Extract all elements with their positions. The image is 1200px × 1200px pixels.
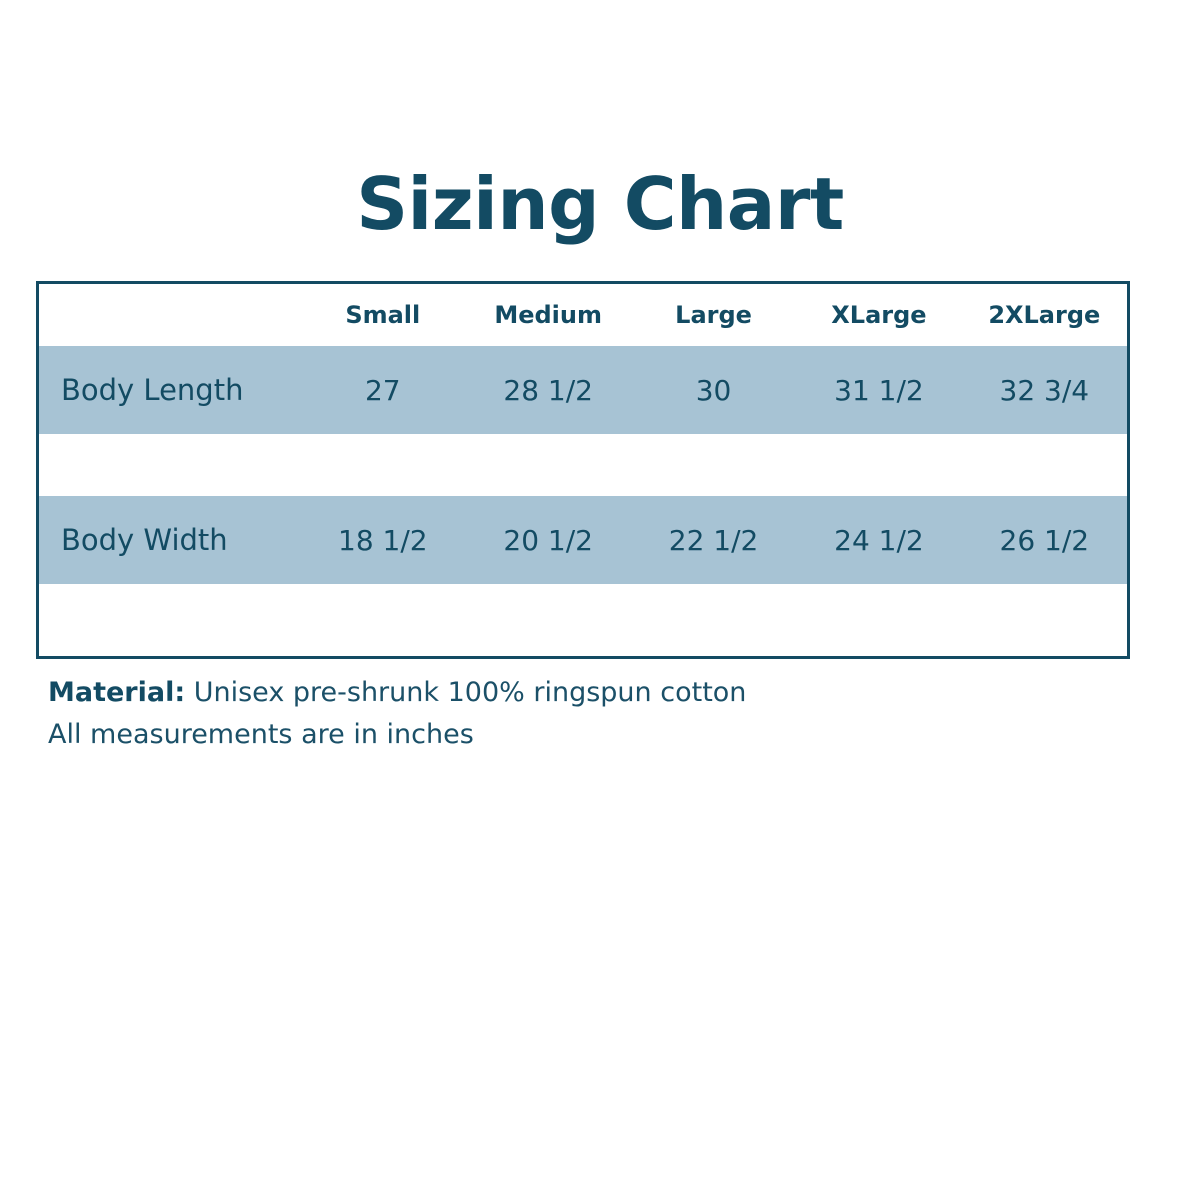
spacer-cell xyxy=(465,434,630,496)
table-spacer-row xyxy=(39,584,1127,654)
column-header-2xlarge: 2XLarge xyxy=(962,284,1127,346)
table-spacer-row xyxy=(39,434,1127,496)
spacer-cell xyxy=(796,434,961,496)
row-label-body-width: Body Width xyxy=(39,496,300,584)
notes-block xyxy=(48,672,1048,756)
material-note xyxy=(48,672,1048,714)
cell-body-width-2xlarge: 26 1/2 xyxy=(962,496,1127,584)
cell-body-length-xlarge: 31 1/2 xyxy=(796,346,961,434)
spacer-cell xyxy=(39,434,300,496)
spacer-cell xyxy=(300,584,465,654)
cell-body-length-small: 27 xyxy=(300,346,465,434)
spacer-cell xyxy=(465,584,630,654)
sizing-table-container xyxy=(36,281,1130,659)
material-label: Material: xyxy=(48,677,186,708)
spacer-cell xyxy=(962,584,1127,654)
spacer-cell xyxy=(796,584,961,654)
cell-body-width-medium: 20 1/2 xyxy=(465,496,630,584)
cell-body-length-2xlarge: 32 3/4 xyxy=(962,346,1127,434)
cell-body-width-small: 18 1/2 xyxy=(300,496,465,584)
page-title: Sizing Chart xyxy=(356,162,844,246)
material-value: Unisex pre-shrunk 100% ringspun cotton xyxy=(185,677,747,708)
sizing-table xyxy=(39,284,1127,654)
cell-body-length-medium: 28 1/2 xyxy=(465,346,630,434)
spacer-cell xyxy=(631,584,796,654)
table-header-row xyxy=(39,284,1127,346)
spacer-cell xyxy=(300,434,465,496)
column-header-small: Small xyxy=(300,284,465,346)
cell-body-width-xlarge: 24 1/2 xyxy=(796,496,961,584)
column-header-measurement xyxy=(39,284,300,346)
table-row xyxy=(39,346,1127,434)
units-note: All measurements are in inches xyxy=(48,718,474,750)
column-header-medium: Medium xyxy=(465,284,630,346)
table-row xyxy=(39,496,1127,584)
spacer-cell xyxy=(631,434,796,496)
cell-body-width-large: 22 1/2 xyxy=(631,496,796,584)
column-header-large: Large xyxy=(631,284,796,346)
cell-body-length-large: 30 xyxy=(631,346,796,434)
row-label-body-length: Body Length xyxy=(39,346,300,434)
column-header-xlarge: XLarge xyxy=(796,284,961,346)
spacer-cell xyxy=(39,584,300,654)
spacer-cell xyxy=(962,434,1127,496)
